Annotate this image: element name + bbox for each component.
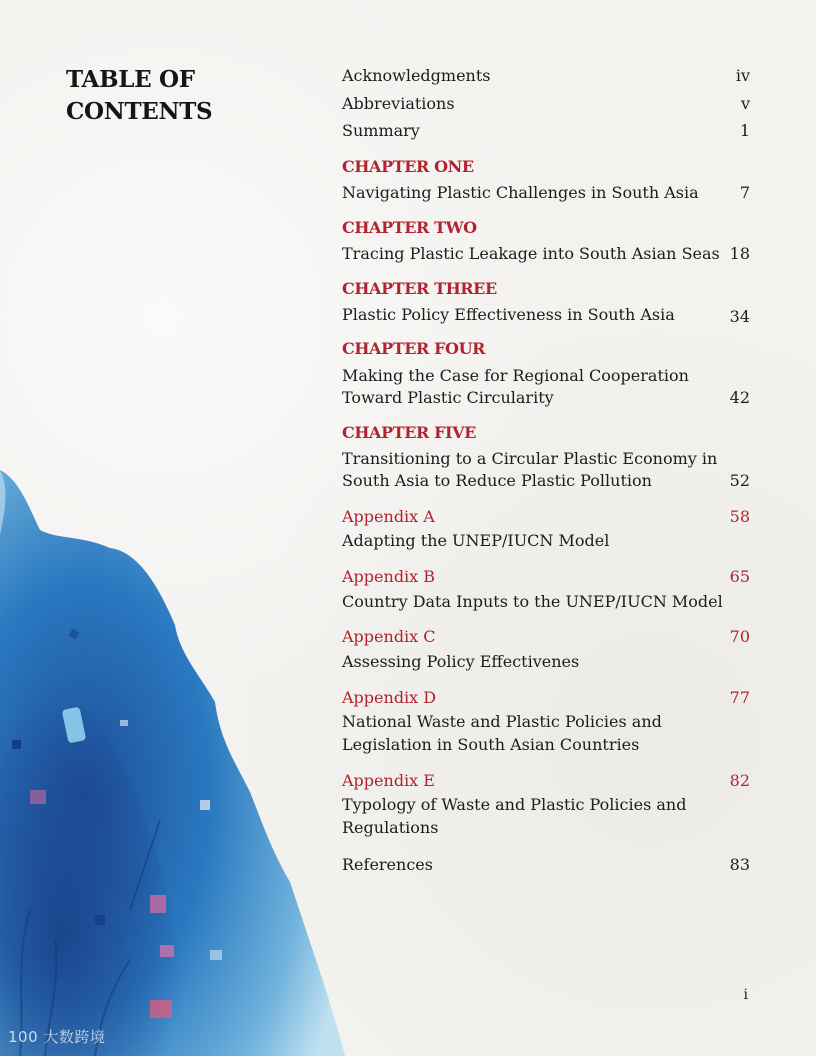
entry-title-line-2: South Asia to Reduce Plastic Pollution	[342, 471, 652, 490]
appendix-label: Appendix C	[342, 627, 436, 646]
entry-title: Country Data Inputs to the UNEP/IUCN Model	[342, 592, 723, 611]
watermark: 100 大数跨境	[8, 1028, 106, 1046]
entry-page: v	[740, 94, 750, 113]
entry-page: 34	[729, 307, 750, 326]
entry-page: 18	[729, 244, 750, 263]
title-line-2: CONTENTS	[66, 98, 213, 125]
appendix-label: Appendix B	[342, 567, 436, 586]
page-number: i	[743, 987, 748, 1003]
entry-title: Adapting the UNEP/IUCN Model	[342, 531, 610, 550]
title-line-1: TABLE OF	[66, 66, 195, 93]
entry-page: 65	[729, 567, 750, 586]
entry-page: 58	[729, 507, 750, 526]
appendix-label: Appendix A	[342, 507, 435, 526]
entry-title-line-1: Typology of Waste and Plastic Policies and	[342, 795, 687, 814]
entry-title-line-1: National Waste and Plastic Policies and	[342, 712, 662, 731]
entry-title: Plastic Policy Effectiveness in South Asia	[342, 305, 675, 324]
entry-title: Assessing Policy Effectivenes	[342, 652, 580, 671]
entry-title-line-2: Toward Plastic Circularity	[342, 388, 554, 407]
entry-page: 83	[729, 855, 750, 874]
entry-page: 77	[729, 688, 750, 707]
chapter-one-label: CHAPTER ONE	[342, 157, 474, 176]
entry-title: Navigating Plastic Challenges in South Asia	[342, 183, 699, 202]
appendix-label: Appendix D	[342, 688, 437, 707]
entry-page: iv	[735, 66, 750, 85]
entry-page: 1	[739, 121, 750, 140]
entry-title: Summary	[342, 121, 420, 140]
chapter-two-label: CHAPTER TWO	[342, 218, 477, 237]
chapter-five-label: CHAPTER FIVE	[342, 423, 476, 442]
entry-page: 42	[729, 388, 750, 407]
chapter-three-label: CHAPTER THREE	[342, 279, 497, 298]
chapter-four-label: CHAPTER FOUR	[342, 339, 486, 358]
entry-title: Tracing Plastic Leakage into South Asian Seas	[342, 244, 720, 263]
entry-page: 70	[729, 627, 750, 646]
entry-title: References	[342, 855, 433, 874]
entry-title: Abbreviations	[342, 94, 455, 113]
appendix-label: Appendix E	[342, 771, 435, 790]
watercolor-illustration	[0, 440, 360, 1056]
entry-title-line-2: Regulations	[342, 818, 439, 837]
entry-page: 82	[729, 771, 750, 790]
entry-title-line-2: Legislation in South Asian Countries	[342, 735, 640, 754]
entry-title: Acknowledgments	[342, 66, 491, 85]
entry-title-line-1: Transitioning to a Circular Plastic Economy in	[342, 449, 718, 468]
page-title	[66, 64, 212, 128]
entry-page: 52	[729, 471, 750, 490]
entry-page: 7	[739, 183, 750, 202]
entry-title-line-1: Making the Case for Regional Cooperation	[342, 366, 689, 385]
